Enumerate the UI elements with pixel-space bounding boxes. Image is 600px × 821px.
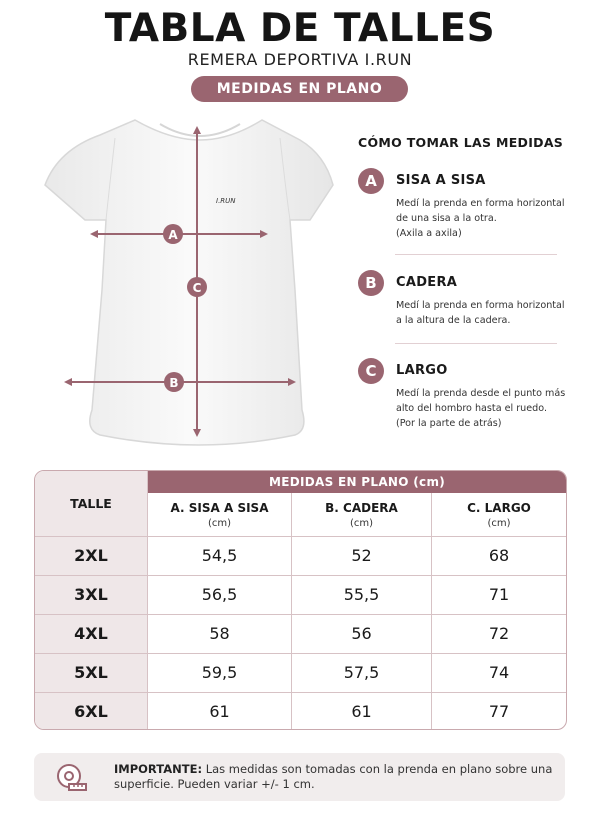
svg-text:B: B bbox=[169, 376, 179, 390]
value-largo: 71 bbox=[488, 585, 510, 604]
size-label: 2XL bbox=[35, 537, 148, 575]
value-cadera: 55,5 bbox=[343, 585, 380, 604]
important-note bbox=[34, 753, 565, 801]
svg-text:A: A bbox=[168, 228, 178, 242]
table-row bbox=[35, 614, 566, 653]
value-largo: 68 bbox=[488, 546, 510, 565]
value-cadera: 57,5 bbox=[343, 663, 380, 682]
step-description: Medí la prenda en forma horizontal a la altura de la cadera. bbox=[396, 300, 565, 326]
column-label: B. CADERA bbox=[325, 501, 398, 515]
brand-logo-icon: I.RUN bbox=[216, 197, 236, 205]
value-largo: 74 bbox=[488, 663, 510, 682]
size-column-header: TALLE bbox=[35, 471, 148, 536]
step-name: CADERA bbox=[396, 275, 458, 290]
note-label: IMPORTANTE: bbox=[114, 762, 203, 776]
table-row bbox=[35, 536, 566, 575]
step-letter: C bbox=[358, 358, 384, 384]
measures-badge: MEDIDAS EN PLANO bbox=[191, 76, 408, 102]
size-label: 5XL bbox=[35, 654, 148, 692]
value-sisa: 61 bbox=[209, 702, 230, 721]
column-header-largo bbox=[432, 493, 566, 537]
divider bbox=[395, 343, 557, 344]
divider bbox=[395, 254, 557, 255]
group-header: MEDIDAS EN PLANO (cm) bbox=[148, 471, 566, 493]
column-label: C. LARGO bbox=[467, 501, 531, 515]
column-divider bbox=[431, 493, 432, 729]
step-letter: B bbox=[358, 270, 384, 296]
column-header-cadera bbox=[292, 493, 431, 537]
column-divider bbox=[291, 493, 292, 729]
step-description: Medí la prenda desde el punto más alto del hombro hasta el ruedo. (Por la parte de atrás) bbox=[396, 388, 566, 429]
step-letter: A bbox=[358, 168, 384, 194]
column-header-sisa bbox=[148, 493, 291, 537]
column-unit: (cm) bbox=[207, 518, 232, 529]
column-label: A. SISA A SISA bbox=[170, 501, 269, 515]
value-largo: 77 bbox=[488, 702, 510, 721]
size-label: 6XL bbox=[35, 693, 148, 730]
step-name: SISA A SISA bbox=[396, 173, 486, 188]
guide-title: CÓMO TOMAR LAS MEDIDAS bbox=[358, 135, 564, 150]
value-sisa: 54,5 bbox=[201, 546, 238, 565]
value-sisa: 59,5 bbox=[201, 663, 238, 682]
value-cadera: 56 bbox=[351, 624, 372, 643]
value-cadera: 61 bbox=[351, 702, 372, 721]
step-name: LARGO bbox=[396, 363, 448, 378]
tshirt-illustration bbox=[40, 110, 340, 455]
table-row bbox=[35, 575, 566, 614]
table-row bbox=[35, 692, 566, 730]
value-largo: 72 bbox=[488, 624, 510, 643]
measuring-tape-icon bbox=[56, 762, 88, 794]
table-row bbox=[35, 653, 566, 692]
product-subtitle: REMERA DEPORTIVA I.RUN bbox=[187, 50, 413, 69]
size-label: 4XL bbox=[35, 615, 148, 653]
step-sisa bbox=[358, 168, 568, 248]
value-sisa: 56,5 bbox=[201, 585, 238, 604]
step-description: Medí la prenda en forma horizontal de una sisa a la otra. (Axila a axila) bbox=[396, 198, 565, 239]
page-title: TABLA DE TALLES bbox=[104, 6, 496, 51]
value-cadera: 52 bbox=[351, 546, 372, 565]
svg-text:C: C bbox=[192, 281, 202, 295]
size-table bbox=[34, 470, 567, 730]
column-unit: (cm) bbox=[487, 518, 511, 529]
value-sisa: 58 bbox=[209, 624, 230, 643]
column-unit: (cm) bbox=[349, 518, 374, 529]
note-text bbox=[114, 762, 554, 792]
note-body: Las medidas son tomadas con la prenda en plano sobre una superficie. Pueden variar +/- 1 cm. bbox=[114, 762, 553, 791]
step-largo bbox=[358, 358, 568, 438]
step-cadera bbox=[358, 270, 568, 340]
size-label: 3XL bbox=[35, 576, 148, 614]
